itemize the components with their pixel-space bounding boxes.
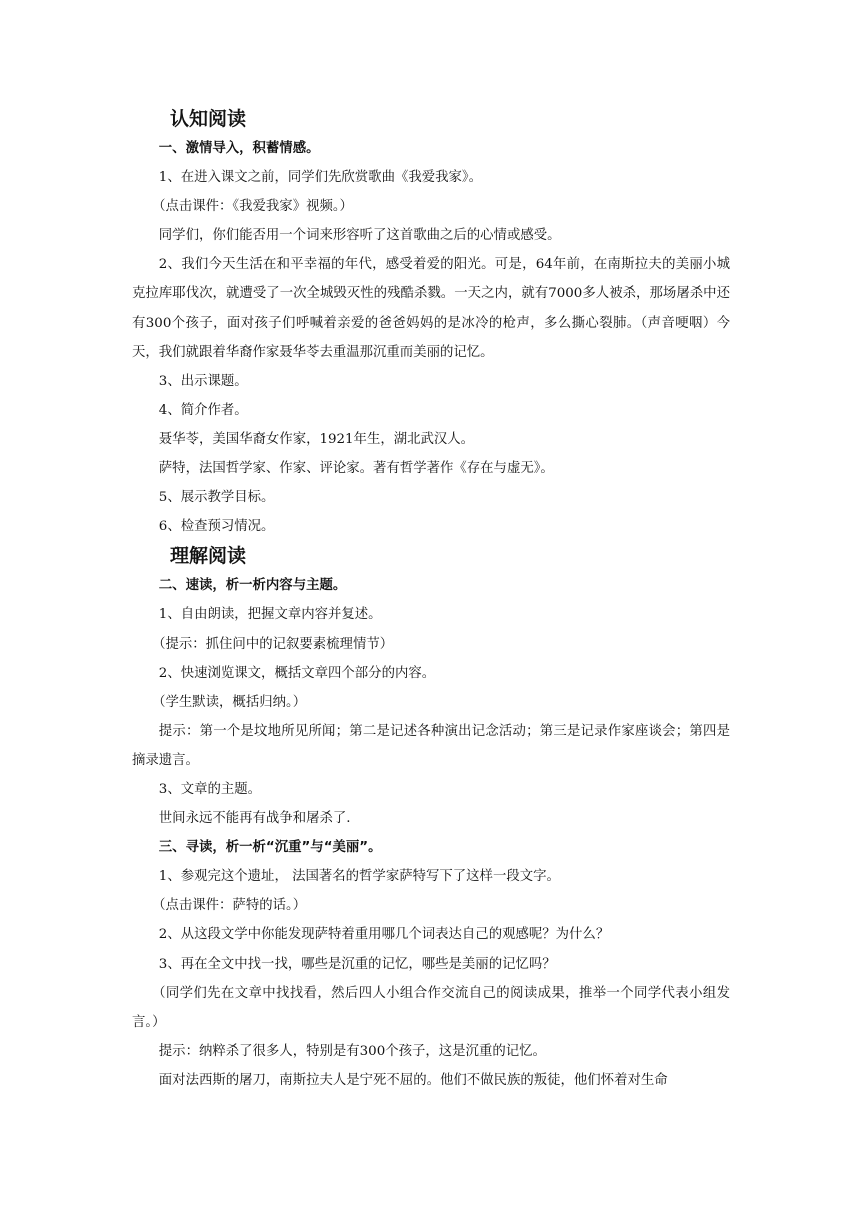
section-title-cognitive-reading: 认知阅读 bbox=[170, 108, 247, 130]
paragraph: 聂华苓，美国华裔女作家，1921年生，湖北武汉人。 bbox=[158, 431, 475, 447]
section-understanding-reading-paragraphs bbox=[132, 571, 730, 1095]
paragraph: 2、我们今天生活在和平幸福的年代，感受着爱的阳光。可是，64年前，在南斯拉夫的美丽小城克拉库耶伐次，就遭受了一次全城毁灭性的残酷杀戮。一天之内，就有7000多人被杀，那场屠杀中还有300个孩子，面对孩子们呼喊着亲爱的爸爸妈妈的是冰冷的枪声，多么撕心裂肺。（声音哽咽）今天，我们就跟着华裔作家聂华苓去重温那沉重而美丽的记忆。 bbox=[132, 257, 730, 360]
paragraph: （学生默读，概括归纳。） bbox=[152, 694, 307, 710]
paragraph: 1、参观完这个遗址， 法国著名的哲学家萨特写下了这样一段文字。 bbox=[158, 869, 560, 885]
section-step-heading: 一、激情导入，积蓄情感。 bbox=[158, 141, 320, 156]
section-title-understanding-reading: 理解阅读 bbox=[170, 545, 247, 568]
paragraph: 提示：第一个是坟地所见所闻；第二是记述各种演出记念活动；第三是记录作家座谈会；第四是摘录遗言。 bbox=[132, 723, 730, 768]
paragraph: 萨特，法国哲学家、作家、评论家。著有哲学著作《存在与虚无》。 bbox=[158, 461, 554, 477]
paragraph: 1、自由朗读，把握文章内容并复述。 bbox=[158, 607, 382, 623]
paragraph: 1、在进入课文之前，同学们先欣赏歌曲《我爱我家》。 bbox=[158, 170, 482, 186]
section-step-heading: 三、寻读，析一析“沉重”与“美丽”。 bbox=[158, 840, 382, 856]
paragraph: 3、文章的主题。 bbox=[158, 781, 262, 797]
paragraph: 提示：纳粹杀了很多人，特别是有300个孩子，这是沉重的记忆。 bbox=[158, 1043, 546, 1059]
paragraph: 4、简介作者。 bbox=[158, 402, 248, 418]
paragraph: 2、快速浏览课文，概括文章四个部分的内容。 bbox=[158, 665, 436, 681]
paragraph: 3、再在全文中找一找，哪些是沉重的记忆，哪些是美丽的记忆吗？ bbox=[158, 956, 556, 972]
paragraph: 同学们，你们能否用一个词来形容听了这首歌曲之后的心情或感受。 bbox=[158, 228, 561, 244]
paragraph: （同学们先在文章中找找看，然后四人小组合作交流自己的阅读成果，推举一个同学代表小组发言。） bbox=[132, 985, 730, 1030]
paragraph: （点击课件：《我爱我家》视频。） bbox=[152, 199, 353, 215]
paragraph: 3、出示课题。 bbox=[158, 373, 248, 389]
paragraph: 面对法西斯的屠刀，南斯拉夫人是宁死不屈的。他们不做民族的叛徒，他们怀着对生命 bbox=[158, 1072, 668, 1088]
paragraph: （点击课件：萨特的话。） bbox=[152, 898, 307, 914]
paragraph: 5、展示教学目标。 bbox=[158, 490, 275, 506]
paragraph: 世间永远不能再有战争和屠杀了. bbox=[158, 811, 351, 827]
paragraph: 6、检查预习情况。 bbox=[158, 519, 275, 535]
section-step-heading: 二、速读，析一析内容与主题。 bbox=[158, 578, 347, 594]
document-body bbox=[132, 104, 730, 1095]
section-cognitive-reading-paragraphs bbox=[132, 134, 730, 541]
paragraph: （提示：抓住问中的记叙要素梳理情节） bbox=[152, 636, 394, 652]
paragraph: 2、从这段文学中你能发现萨特着重用哪几个词表达自己的观感呢？为什么？ bbox=[158, 927, 610, 943]
